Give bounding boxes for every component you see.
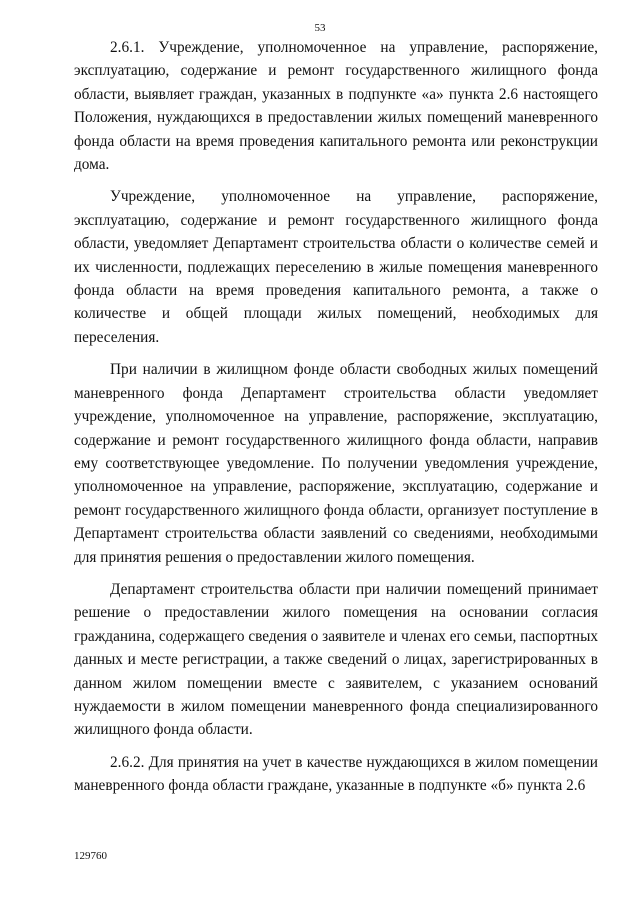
paragraph-2-6-1: 2.6.1. Учреждение, уполномоченное на управление, распоряжение, эксплуатацию, содержание и ремонт государственного жилищного фонда области, выявляет граждан, указанных в подпункте «а» пункта 2.6 настоящего Положения, нуждающихся в предоставлении жилых помещений маневренного фонда области на время проведения капитального ремонта или реконструкции дома. — [74, 39, 598, 174]
paragraph-free-premises: При наличии в жилищном фонде области свободных жилых помещений маневренного фонда Департамент строительства области уведомляет учреждение, уполномоченное на управление, распоряжение, эксплуатацию, содержание и ремонт государственного жилищного фонда области, направив ему соответствующее уведомление. По получении уведомления учреждение, уполномоченное на управление, распоряжение, эксплуатацию, содержание и ремонт государственного жилищного фонда области, организует поступление в Департамент строительства области заявлений со сведениями, необходимыми для принятия решения о предоставлении жилого помещения. — [74, 361, 598, 566]
document-body — [74, 36, 598, 798]
paragraph-notification: Учреждение, уполномоченное на управление, распоряжение, эксплуатацию, содержание и ремонт государственного жилищного фонда области, уведомляет Департамент строительства области о количестве семей и их численности, подлежащих переселению в жилые помещения маневренного фонда области на время проведения капитального ремонта, а также о количестве и общей площади жилых помещений, необходимых для переселения. — [74, 188, 598, 346]
paragraph-decision: Департамент строительства области при наличии помещений принимает решение о предоставлении жилого помещения на основании согласия гражданина, содержащего сведения о заявителе и членах его семьи, паспортных данных и месте регистрации, а также сведений о лицах, зарегистрированных в данном жилом помещении вместе с заявителем, с указанием оснований нуждаемости в жилом помещении маневренного фонда специализированного жилищного фонда области. — [74, 580, 598, 739]
paragraph-2-6-2: 2.6.2. Для принятия на учет в качестве нуждающихся в жилом помещении маневренного фонда области граждане, указанные в подпункте «б» пункта 2.6 — [74, 753, 598, 795]
document-code: 129760 — [74, 850, 107, 862]
page-number: 53 — [314, 22, 326, 34]
